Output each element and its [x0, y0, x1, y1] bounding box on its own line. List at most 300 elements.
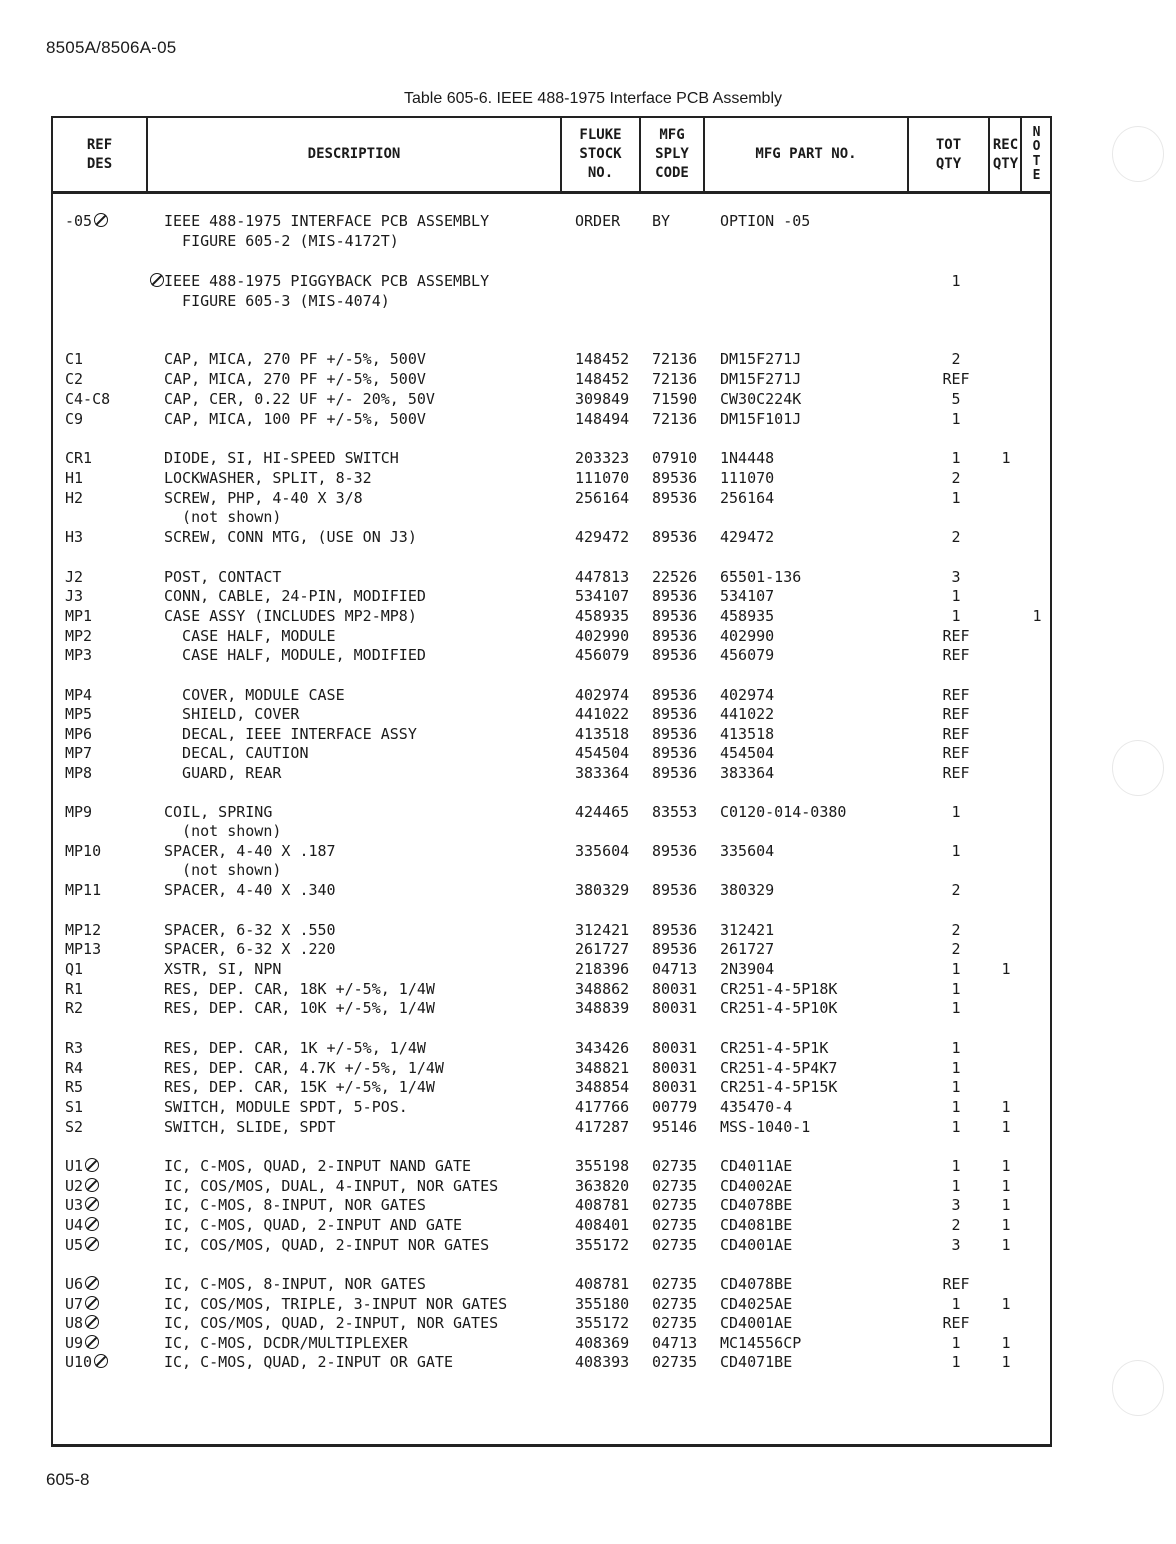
- cell-text: 89536: [652, 489, 698, 507]
- cell-text: 348839: [575, 999, 630, 1017]
- cell-text: 402974: [575, 686, 630, 704]
- cell-code: [652, 646, 697, 665]
- cell-text: 256164: [575, 489, 630, 507]
- cell-text: 458935: [575, 607, 630, 625]
- cell-text: 1: [1001, 1118, 1011, 1136]
- cell-qty: [933, 940, 979, 959]
- cell-ref: [65, 1157, 99, 1176]
- cell-part: [720, 744, 774, 763]
- cell-text: 1: [951, 842, 961, 860]
- cell-text: 1: [951, 803, 961, 821]
- cell-text: 1: [951, 1353, 961, 1371]
- cell-ref: [65, 705, 92, 724]
- cell-text: RES, DEP. CAR, 15K +/-5%, 1/4W: [164, 1078, 435, 1096]
- cell-text: C0120-014-0380: [720, 803, 847, 821]
- cell-text: 83553: [652, 803, 698, 821]
- cell-text: 1: [1001, 1353, 1011, 1371]
- cell-rec: [988, 1295, 1024, 1314]
- header-rec-qty: REC QTY: [992, 136, 1019, 172]
- cell-text: SPACER, 4-40 X .340: [164, 881, 336, 899]
- cell-part: [720, 921, 774, 940]
- cell-desc: [164, 1157, 471, 1176]
- cell-text: 1: [951, 449, 961, 467]
- cell-text: 3: [951, 1236, 961, 1254]
- assembly-symbol-icon: [94, 213, 108, 227]
- cell-rec: [988, 1157, 1024, 1176]
- cell-text: MP1: [65, 607, 93, 625]
- cell-text: 111070: [575, 469, 630, 487]
- cell-ref: [65, 1353, 108, 1372]
- cell-text: CAP, MICA, 270 PF +/-5%, 500V: [164, 370, 426, 388]
- cell-code: [652, 1059, 697, 1078]
- cell-ref: [65, 1118, 83, 1137]
- header-mfg-part-no: MFG PART NO.: [755, 146, 857, 162]
- cell-text: REF: [942, 705, 970, 723]
- header-mfg-sply-code: MFG SPLY CODE: [655, 127, 689, 181]
- cell-text: IEEE 488-1975 PIGGYBACK PCB ASSEMBLY: [164, 272, 490, 290]
- cell-qty: [933, 842, 979, 861]
- cell-qty: [933, 587, 979, 606]
- cell-qty: [933, 449, 979, 468]
- cell-ref: [65, 980, 83, 999]
- cell-text: 441022: [720, 705, 775, 723]
- cell-text: MP2: [65, 627, 93, 645]
- cell-stock: [575, 980, 629, 999]
- cell-text: J2: [65, 568, 84, 586]
- table-title: Table 605-6. IEEE 488-1975 Interface PCB Assembly: [404, 90, 782, 107]
- cell-text: MP4: [65, 686, 93, 704]
- cell-rec: [988, 1177, 1024, 1196]
- cell-code: [652, 350, 697, 369]
- cell-stock: [575, 940, 629, 959]
- header-note-letter: E: [1032, 168, 1041, 183]
- cell-desc: [164, 232, 399, 251]
- cell-text: 1: [951, 1039, 961, 1057]
- cell-ref: [65, 1196, 99, 1215]
- cell-ref: [65, 842, 101, 861]
- cell-ref: [65, 960, 83, 979]
- cell-text: MSS-1040-1: [720, 1118, 811, 1136]
- cell-code: [652, 1157, 697, 1176]
- assembly-symbol-icon: [85, 1276, 99, 1290]
- cell-text: H2: [65, 489, 84, 507]
- cell-text: IEEE 488-1975 INTERFACE PCB ASSEMBLY: [164, 212, 490, 230]
- cell-part: [720, 1275, 792, 1294]
- cell-text: 309849: [575, 390, 630, 408]
- cell-text: 355180: [575, 1295, 630, 1313]
- cell-text: BY: [652, 212, 671, 230]
- cell-part: [720, 410, 801, 429]
- cell-code: [652, 980, 697, 999]
- cell-desc: [164, 980, 435, 999]
- cell-part: [720, 705, 774, 724]
- cell-text: 261727: [575, 940, 630, 958]
- cell-text: 1: [1001, 449, 1011, 467]
- cell-text: (not shown): [164, 861, 282, 879]
- table-body: [53, 118, 1050, 1444]
- cell-text: 458935: [720, 607, 775, 625]
- cell-qty: [933, 1196, 979, 1215]
- cell-ref: [65, 469, 83, 488]
- cell-text: 1: [951, 1078, 961, 1096]
- cell-part: [720, 940, 774, 959]
- cell-text: CD4002AE: [720, 1177, 793, 1195]
- cell-text: 2: [951, 881, 961, 899]
- cell-stock: [575, 528, 629, 547]
- cell-code: [652, 881, 697, 900]
- cell-part: [720, 725, 774, 744]
- cell-text: 408369: [575, 1334, 630, 1352]
- cell-rec: [988, 1118, 1024, 1137]
- cell-text: 380329: [575, 881, 630, 899]
- cell-text: U2: [65, 1177, 84, 1195]
- cell-desc: [164, 744, 309, 763]
- cell-code: [652, 1295, 697, 1314]
- cell-text: 02735: [652, 1314, 698, 1332]
- cell-text: 02735: [652, 1157, 698, 1175]
- cell-code: [652, 410, 697, 429]
- cell-part: [720, 960, 774, 979]
- cell-qty: [933, 1295, 979, 1314]
- cell-code: [652, 1353, 697, 1372]
- cell-text: CD4001AE: [720, 1314, 793, 1332]
- cell-desc: [164, 587, 426, 606]
- punch-hole: [1112, 126, 1164, 182]
- cell-qty: [933, 705, 979, 724]
- cell-part: [720, 1059, 837, 1078]
- cell-text: U4: [65, 1216, 84, 1234]
- cell-text: POST, CONTACT: [164, 568, 282, 586]
- cell-desc: [164, 1314, 498, 1333]
- assembly-symbol-icon: [85, 1178, 99, 1192]
- cell-text: 1: [1001, 1334, 1011, 1352]
- cell-text: 95146: [652, 1118, 698, 1136]
- cell-stock: [575, 390, 629, 409]
- cell-ref: [65, 1236, 99, 1255]
- cell-qty: [933, 744, 979, 763]
- cell-text: CD4078BE: [720, 1275, 793, 1293]
- header-note-letter: N: [1032, 124, 1041, 140]
- cell-code: [652, 1039, 697, 1058]
- cell-ref: [65, 607, 92, 626]
- cell-text: 89536: [652, 627, 698, 645]
- cell-qty: [933, 528, 979, 547]
- cell-text: 1: [951, 1098, 961, 1116]
- cell-text: -05: [65, 212, 93, 230]
- cell-text: FIGURE 605-2 (MIS-4172T): [164, 232, 399, 250]
- cell-text: 2: [951, 469, 961, 487]
- cell-text: REF: [942, 627, 970, 645]
- cell-text: REF: [942, 725, 970, 743]
- cell-text: IC, C-MOS, QUAD, 2-INPUT AND GATE: [164, 1216, 463, 1234]
- cell-text: CD4078BE: [720, 1196, 793, 1214]
- cell-text: 380329: [720, 881, 775, 899]
- cell-stock: [575, 705, 629, 724]
- cell-text: 1: [1001, 1295, 1011, 1313]
- cell-code: [652, 744, 697, 763]
- cell-text: R3: [65, 1039, 84, 1057]
- cell-text: 312421: [575, 921, 630, 939]
- cell-part: [720, 1353, 792, 1372]
- cell-desc: [164, 1059, 444, 1078]
- cell-qty: [933, 921, 979, 940]
- cell-part: [720, 1177, 792, 1196]
- cell-part: [720, 1157, 792, 1176]
- cell-part: [720, 1236, 792, 1255]
- cell-text: 312421: [720, 921, 775, 939]
- cell-text: RES, DEP. CAR, 1K +/-5%, 1/4W: [164, 1039, 426, 1057]
- cell-desc: [164, 410, 426, 429]
- cell-text: 1: [951, 1334, 961, 1352]
- cell-desc: [164, 960, 281, 979]
- cell-ref: [65, 1059, 83, 1078]
- cell-text: IC, C-MOS, QUAD, 2-INPUT OR GATE: [164, 1353, 453, 1371]
- cell-part: [720, 803, 846, 822]
- cell-qty: [933, 627, 979, 646]
- cell-text: 456079: [720, 646, 775, 664]
- cell-text: 22526: [652, 568, 698, 586]
- cell-text: 2: [951, 528, 961, 546]
- cell-code: [652, 1196, 697, 1215]
- cell-text: 89536: [652, 764, 698, 782]
- cell-stock: [575, 1157, 629, 1176]
- cell-text: 343426: [575, 1039, 630, 1057]
- header-tot-qty: TOT QTY: [935, 136, 962, 172]
- cell-text: 111070: [720, 469, 775, 487]
- cell-text: CD4081BE: [720, 1216, 793, 1234]
- cell-part: [720, 881, 774, 900]
- cell-desc: [164, 390, 435, 409]
- cell-code: [652, 1236, 697, 1255]
- cell-text: FIGURE 605-3 (MIS-4074): [164, 292, 390, 310]
- cell-desc: [164, 292, 390, 311]
- cell-text: 89536: [652, 587, 698, 605]
- cell-part: [720, 686, 774, 705]
- assembly-symbol-icon: [85, 1315, 99, 1329]
- cell-text: 1: [951, 1118, 961, 1136]
- cell-desc: [164, 627, 336, 646]
- cell-stock: [575, 1098, 629, 1117]
- cell-text: 348854: [575, 1078, 630, 1096]
- cell-qty: [933, 1236, 979, 1255]
- cell-part: [720, 449, 774, 468]
- cell-part: [720, 469, 774, 488]
- cell-ref: [65, 568, 83, 587]
- cell-text: REF: [942, 686, 970, 704]
- cell-text: 413518: [575, 725, 630, 743]
- cell-text: 2: [951, 350, 961, 368]
- cell-text: CD4071BE: [720, 1353, 793, 1371]
- cell-code: [652, 803, 697, 822]
- cell-text: 435470-4: [720, 1098, 793, 1116]
- cell-text: U9: [65, 1334, 84, 1352]
- cell-text: C2: [65, 370, 84, 388]
- cell-qty: [933, 999, 979, 1018]
- cell-desc: [164, 568, 281, 587]
- cell-text: 1: [1001, 1157, 1011, 1175]
- cell-stock: [575, 881, 629, 900]
- cell-text: DM15F271J: [720, 350, 802, 368]
- cell-part: [720, 1334, 801, 1353]
- cell-qty: [933, 764, 979, 783]
- cell-text: U6: [65, 1275, 84, 1293]
- cell-part: [720, 1078, 837, 1097]
- cell-desc: [164, 940, 336, 959]
- cell-stock: [575, 1196, 629, 1215]
- cell-code: [652, 1098, 697, 1117]
- cell-stock: [575, 469, 629, 488]
- cell-rec: [988, 1196, 1024, 1215]
- cell-text: CONN, CABLE, 24-PIN, MODIFIED: [164, 587, 426, 605]
- cell-text: 02735: [652, 1177, 698, 1195]
- cell-qty: [933, 489, 979, 508]
- assembly-symbol-icon: [85, 1158, 99, 1172]
- cell-part: [720, 1295, 792, 1314]
- cell-text: REF: [942, 764, 970, 782]
- cell-ref: [65, 528, 83, 547]
- cell-text: (not shown): [164, 822, 282, 840]
- cell-text: 402974: [720, 686, 775, 704]
- cell-text: 1: [951, 960, 961, 978]
- cell-text: DIODE, SI, HI-SPEED SWITCH: [164, 449, 399, 467]
- cell-text: SWITCH, MODULE SPDT, 5-POS.: [164, 1098, 408, 1116]
- cell-ref: [65, 744, 92, 763]
- cell-rec: [988, 960, 1024, 979]
- cell-text: COVER, MODULE CASE: [164, 686, 345, 704]
- cell-text: SHIELD, COVER: [164, 705, 300, 723]
- cell-stock: [575, 646, 629, 665]
- cell-text: IC, C-MOS, DCDR/MULTIPLEXER: [164, 1334, 408, 1352]
- cell-code: [652, 370, 697, 389]
- cell-code: [652, 607, 697, 626]
- cell-text: 1: [951, 980, 961, 998]
- cell-qty: [933, 1078, 979, 1097]
- cell-code: [652, 528, 697, 547]
- cell-text: 89536: [652, 607, 698, 625]
- cell-part: [720, 528, 774, 547]
- cell-text: 417766: [575, 1098, 630, 1116]
- cell-text: CAP, MICA, 100 PF +/-5%, 500V: [164, 410, 426, 428]
- cell-stock: [575, 370, 629, 389]
- cell-code: [652, 390, 697, 409]
- cell-text: MP13: [65, 940, 102, 958]
- cell-qty: [933, 272, 979, 291]
- cell-text: REF: [942, 646, 970, 664]
- cell-code: [652, 921, 697, 940]
- cell-text: 1: [951, 272, 961, 290]
- cell-stock: [575, 1039, 629, 1058]
- cell-text: 2: [951, 940, 961, 958]
- cell-text: REF: [942, 1314, 970, 1332]
- cell-desc: [164, 528, 417, 547]
- cell-stock: [575, 1118, 629, 1137]
- cell-part: [720, 587, 774, 606]
- cell-text: CR1: [65, 449, 93, 467]
- punch-hole: [1112, 740, 1164, 796]
- cell-text: U5: [65, 1236, 84, 1254]
- cell-text: 5: [951, 390, 961, 408]
- header-description: DESCRIPTION: [307, 146, 401, 162]
- cell-ref: [65, 212, 108, 231]
- cell-text: 89536: [652, 842, 698, 860]
- cell-desc: [164, 1275, 426, 1294]
- cell-desc: [164, 921, 336, 940]
- cell-qty: [933, 980, 979, 999]
- cell-stock: [575, 1177, 629, 1196]
- cell-part: [720, 980, 837, 999]
- cell-text: 80031: [652, 1059, 698, 1077]
- cell-text: 408393: [575, 1353, 630, 1371]
- cell-part: [720, 999, 837, 1018]
- header-ref-des: REF DES: [86, 136, 113, 172]
- cell-code: [652, 212, 670, 231]
- cell-text: CR251-4-5P1K: [720, 1039, 829, 1057]
- cell-text: 04713: [652, 1334, 698, 1352]
- cell-text: R1: [65, 980, 84, 998]
- cell-text: 1: [951, 607, 961, 625]
- cell-text: 441022: [575, 705, 630, 723]
- cell-text: MP9: [65, 803, 93, 821]
- cell-ref: [65, 390, 110, 409]
- assembly-symbol-icon: [85, 1335, 99, 1349]
- cell-text: 383364: [720, 764, 775, 782]
- cell-text: 04713: [652, 960, 698, 978]
- cell-ref: [65, 764, 92, 783]
- cell-text: 417287: [575, 1118, 630, 1136]
- cell-text: SPACER, 4-40 X .187: [164, 842, 336, 860]
- assembly-symbol-icon: [150, 273, 164, 287]
- cell-text: SPACER, 6-32 X .550: [164, 921, 336, 939]
- cell-code: [652, 999, 697, 1018]
- cell-part: [720, 646, 774, 665]
- cell-qty: [933, 469, 979, 488]
- cell-text: 454504: [720, 744, 775, 762]
- cell-text: 335604: [575, 842, 630, 860]
- cell-ref: [65, 1216, 99, 1235]
- cell-text: H1: [65, 469, 84, 487]
- cell-text: 424465: [575, 803, 630, 821]
- cell-text: MP7: [65, 744, 93, 762]
- cell-desc: [164, 842, 336, 861]
- cell-text: R2: [65, 999, 84, 1017]
- cell-text: 72136: [652, 370, 698, 388]
- cell-code: [652, 1314, 697, 1333]
- cell-text: 1: [1001, 960, 1011, 978]
- cell-qty: [933, 881, 979, 900]
- cell-desc: [164, 1177, 498, 1196]
- cell-part: [720, 568, 801, 587]
- cell-stock: [575, 1236, 629, 1255]
- cell-code: [652, 1216, 697, 1235]
- cell-part: [720, 1216, 792, 1235]
- cell-stock: [575, 686, 629, 705]
- cell-qty: [933, 607, 979, 626]
- cell-ref: [65, 410, 83, 429]
- assembly-symbol-icon: [85, 1217, 99, 1231]
- cell-text: 203323: [575, 449, 630, 467]
- cell-part: [720, 1039, 828, 1058]
- cell-text: 89536: [652, 725, 698, 743]
- cell-part: [720, 370, 801, 389]
- cell-text: IC, C-MOS, 8-INPUT, NOR GATES: [164, 1196, 426, 1214]
- cell-qty: [933, 350, 979, 369]
- cell-desc: [148, 272, 489, 291]
- cell-desc: [164, 1196, 426, 1215]
- cell-code: [652, 1078, 697, 1097]
- cell-text: 1: [951, 410, 961, 428]
- cell-code: [652, 587, 697, 606]
- cell-code: [652, 725, 697, 744]
